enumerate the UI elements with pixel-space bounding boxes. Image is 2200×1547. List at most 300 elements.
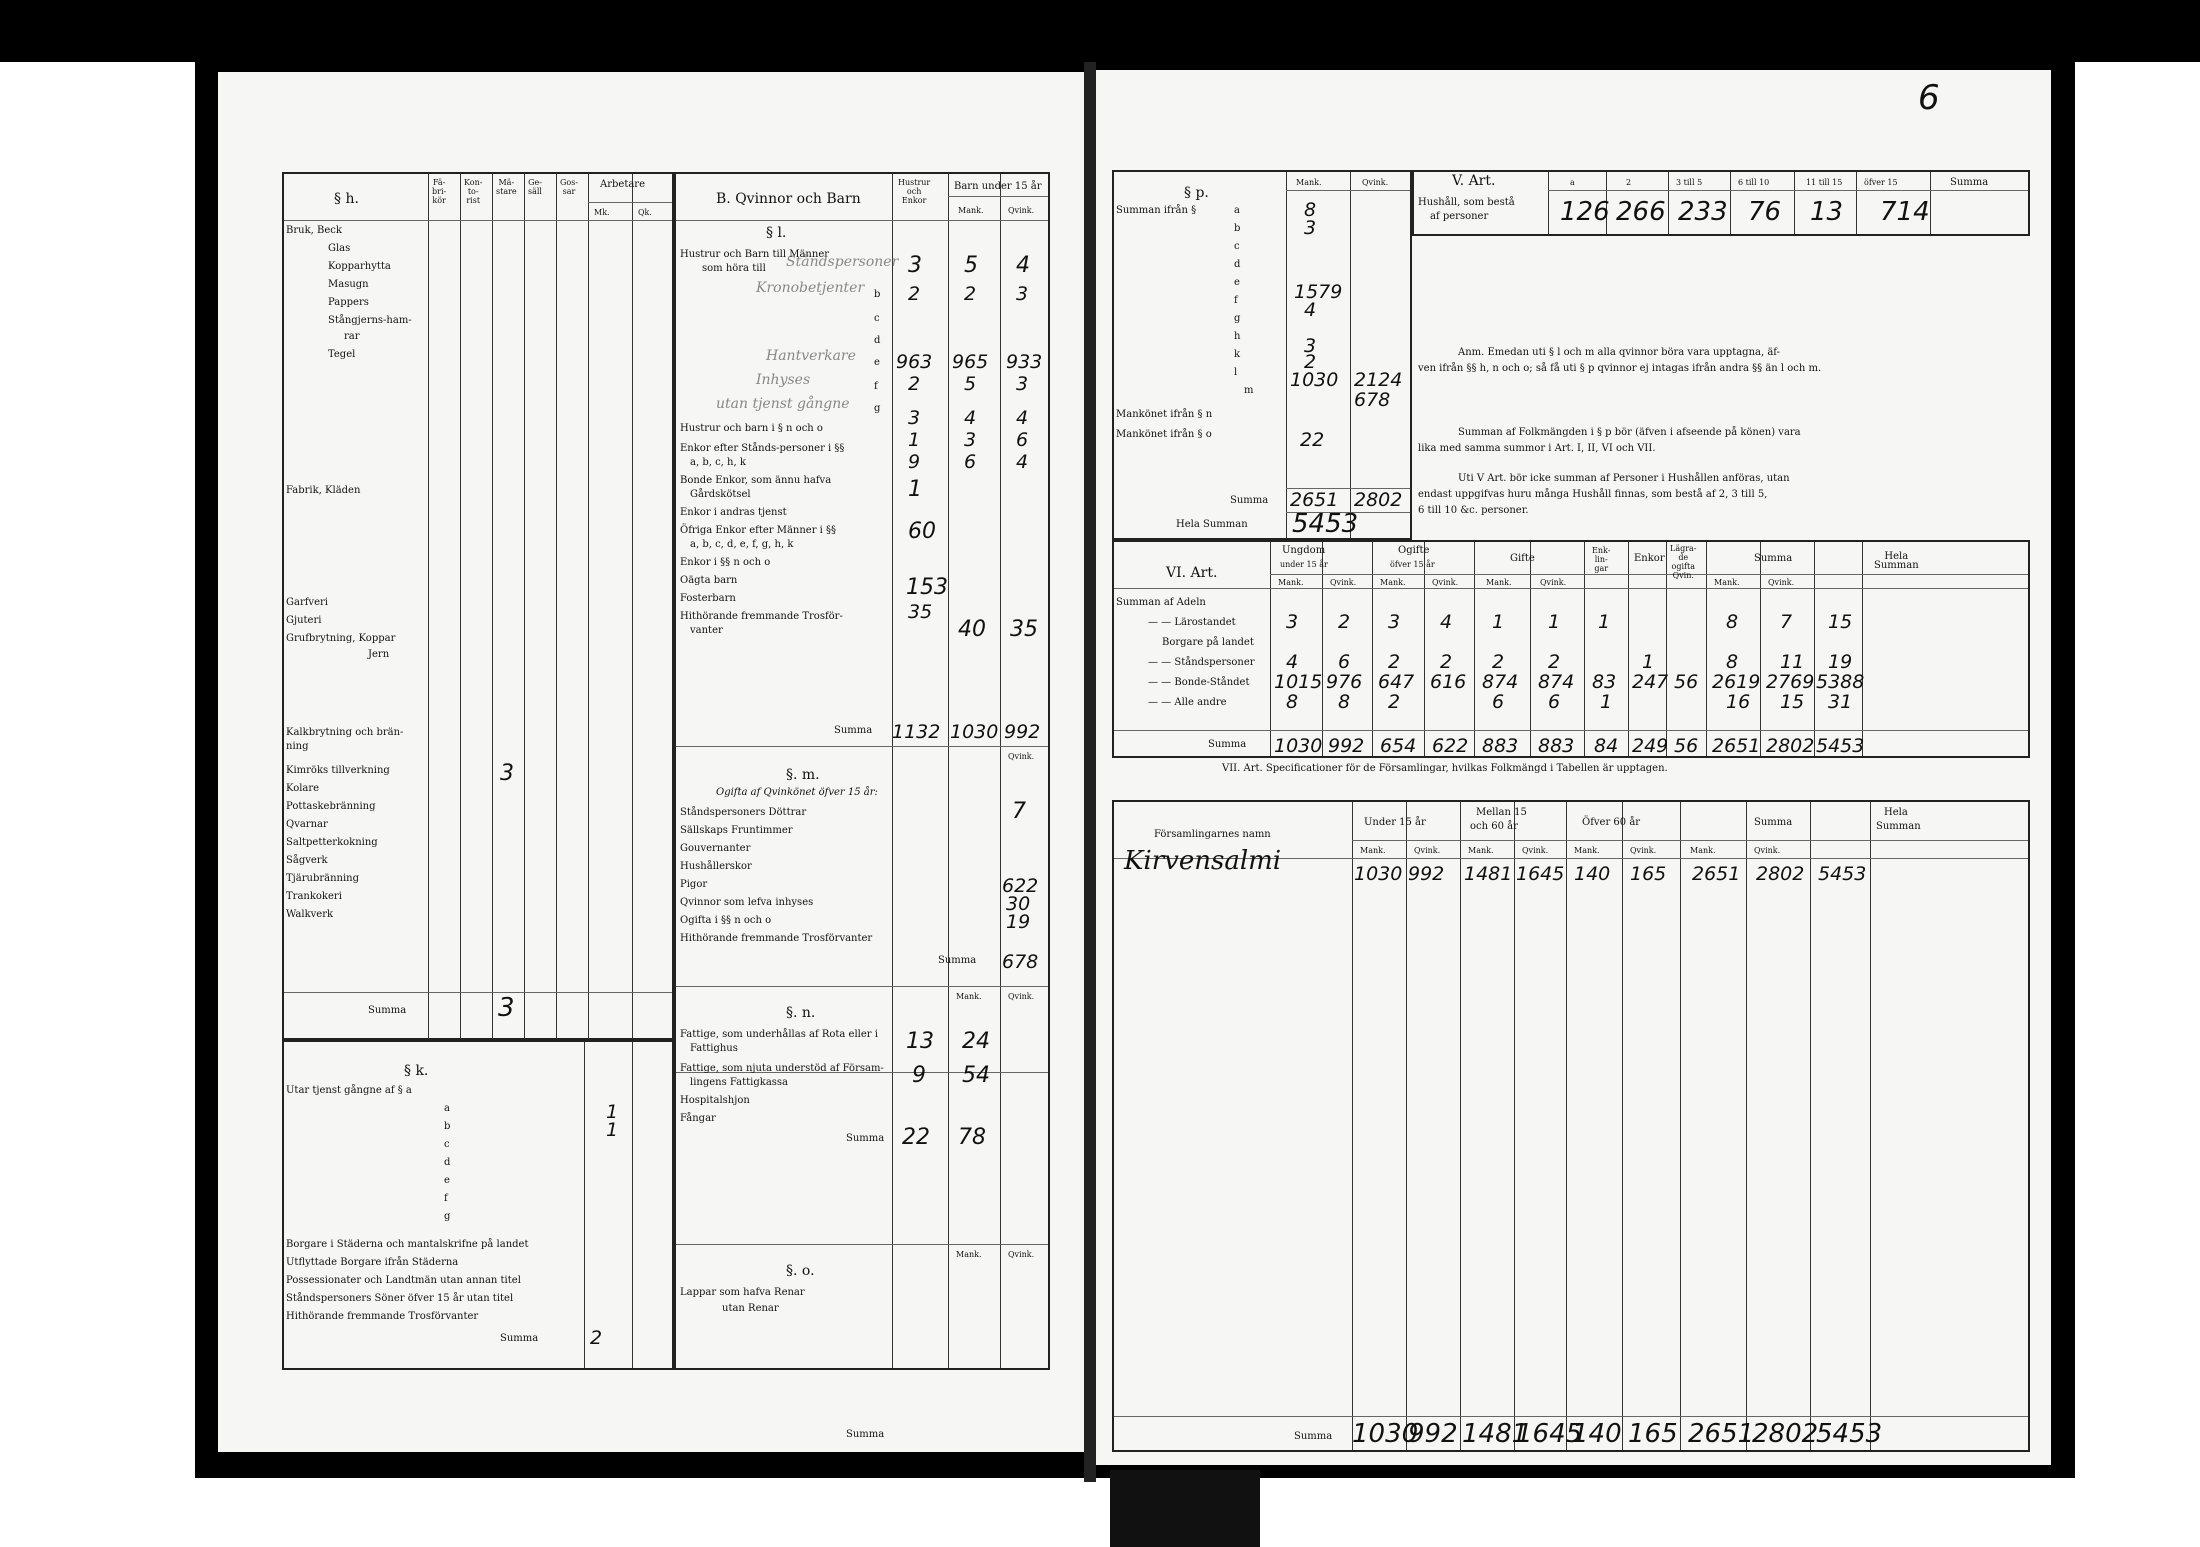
section-k <box>282 1040 674 1370</box>
row-label: Garfveri <box>286 597 328 608</box>
p-f-mank: 4 <box>1304 299 1317 321</box>
col-header: a <box>1570 178 1575 187</box>
vi-summa: 1030 <box>1274 735 1323 757</box>
section-b-title: B. Qvinnor och Barn <box>716 191 861 207</box>
col-header-mank: Mank. <box>1296 178 1322 187</box>
col-header: Hela Summan <box>1874 551 1919 571</box>
vi-cell: 874 <box>1482 671 1519 693</box>
vi-cell: 2619 <box>1712 671 1761 693</box>
row-label: m <box>1244 385 1254 396</box>
section-m-title: §. m. <box>786 767 820 783</box>
col-header-mank: Mank. <box>1360 846 1386 855</box>
row-label: h <box>1234 331 1241 342</box>
row-label: som höra till <box>702 263 766 274</box>
row-label: f <box>444 1193 448 1204</box>
row-label: Summan af Adeln <box>1116 597 1206 608</box>
vii-cell: 2802 <box>1756 863 1805 885</box>
col-header-qvink: Qvink. <box>1008 752 1035 761</box>
m-standspersoner: 7 <box>1012 799 1026 824</box>
col-header: Summa <box>1950 177 1989 188</box>
vi-summa: 622 <box>1432 735 1469 757</box>
row-label: Bonde Enkor, som ännu hafva <box>680 475 832 486</box>
row-label: Fattige, som njuta understöd af Försam- <box>680 1063 884 1074</box>
right-page <box>1096 70 2051 1465</box>
vi-cell: 8 <box>1338 691 1351 713</box>
vi-cell: 4 <box>1286 651 1299 673</box>
row-label: — — Bonde-Ståndet <box>1148 677 1250 688</box>
uti-v-art-note: Uti V Art. bör icke summan af Personer i Hushållen anföras, utan <box>1458 473 1790 484</box>
row-label: f <box>874 381 878 392</box>
hela-summan-label: Hela Summan <box>1176 519 1248 530</box>
col-header-qvink: Qvink. <box>1414 846 1441 855</box>
handwritten-note: utan tjenst gångne <box>716 396 850 412</box>
row-label: Fattige, som underhållas af Rota eller i <box>680 1029 878 1040</box>
col-header-qvink: Qvink. <box>1432 578 1459 587</box>
row-label: a <box>444 1103 450 1114</box>
l-i-qvink: 6 <box>1016 429 1029 451</box>
vi-summa: 5453 <box>1816 735 1865 757</box>
l-b-hustrur: 2 <box>908 283 921 305</box>
row-label: — — Ståndspersoner <box>1148 657 1255 668</box>
row-label: Utflyttade Borgare ifrån Städerna <box>286 1257 459 1268</box>
l-h-qvink: 4 <box>1016 407 1029 429</box>
row-label: Hushåll, som bestå <box>1418 197 1515 208</box>
col-header-mank: Mank. <box>956 992 982 1001</box>
col-header: Ungdom <box>1282 545 1326 556</box>
row-label: Hushållerskor <box>680 861 752 872</box>
l-i-hustrur: 1 <box>908 429 921 451</box>
vi-summa: 883 <box>1538 735 1575 757</box>
l-e-mank: 965 <box>952 351 989 373</box>
vii-summa: 140 <box>1572 1419 1622 1449</box>
vi-cell: 11 <box>1780 651 1805 673</box>
row-label: Hithörande fremmande Trosförvanter <box>680 933 873 944</box>
vii-cell: 1030 <box>1354 863 1403 885</box>
m-pigor: 622 <box>1002 875 1039 897</box>
l-h-hustrur: 3 <box>908 407 921 429</box>
vi-summa: 883 <box>1482 735 1519 757</box>
vii-summa: 165 <box>1628 1419 1678 1449</box>
vi-cell: 56 <box>1674 671 1699 693</box>
v-value: 266 <box>1616 197 1666 227</box>
l-oagta-qvink: 35 <box>1010 617 1038 642</box>
p-h-mank: 3 <box>1304 335 1317 357</box>
row-label: Hospitalshjon <box>680 1095 750 1106</box>
vi-cell: 2 <box>1388 691 1401 713</box>
row-label: Kimröks tillverkning <box>286 765 390 776</box>
summa-label: Summa <box>938 955 977 966</box>
col-header-mank: Mank. <box>1714 578 1740 587</box>
row-label: Lappar som hafva Renar <box>680 1287 805 1298</box>
vi-cell: 1 <box>1492 611 1505 633</box>
col-header: Hela <box>1884 807 1908 818</box>
vii-summa: 1481 <box>1462 1419 1529 1449</box>
v-value: 126 <box>1560 197 1610 227</box>
col-header: Gifte <box>1510 553 1535 564</box>
row-label: Jern <box>368 649 390 660</box>
p-b-mank: 3 <box>1304 217 1317 239</box>
section-h-occupations <box>282 172 674 1040</box>
section-v-title: V. Art. <box>1452 173 1496 189</box>
vi-cell: 2 <box>1338 611 1351 633</box>
col-header-hustrur: Hustrur och Enkor <box>898 178 931 205</box>
l-no-qvink: 4 <box>1016 451 1029 473</box>
k-summa-value: 2 <box>590 1327 603 1349</box>
n-summa-mank: 22 <box>902 1125 930 1150</box>
vi-cell: 16 <box>1726 691 1751 713</box>
vii-summa: 992 <box>1408 1419 1458 1449</box>
l-f-mank: 5 <box>964 373 977 395</box>
row-label: e <box>874 357 880 368</box>
col-header-qvink: Qvink. <box>1008 1250 1035 1259</box>
v-value: 13 <box>1810 197 1844 227</box>
m-ogifta-no: 19 <box>1006 911 1031 933</box>
row-label: Öfriga Enkor efter Männer i §§ <box>680 525 837 536</box>
row-label: Hustrur och barn i § n och o <box>680 423 823 434</box>
row-label: Mankönet ifrån § o <box>1116 429 1212 440</box>
row-label: Kolare <box>286 783 320 794</box>
vi-cell: 83 <box>1592 671 1617 693</box>
col-header-qvink: Qvink. <box>1008 206 1035 215</box>
row-label: — — Alle andre <box>1148 697 1227 708</box>
vi-cell: 3 <box>1286 611 1299 633</box>
p-e-mank: 1579 <box>1294 281 1343 303</box>
vii-cell: 5453 <box>1818 863 1867 885</box>
handwritten-note: Kronobetjenter <box>756 280 865 296</box>
col-header-mank: Mank. <box>1486 578 1512 587</box>
row-label: Fångar <box>680 1113 716 1124</box>
summa-label: Summa <box>1230 495 1269 506</box>
section-l-title: § l. <box>766 225 787 241</box>
row-label: g <box>874 403 881 414</box>
vi-summa: 2651 <box>1712 735 1761 757</box>
col-header-qvink: Qvink. <box>1008 992 1035 1001</box>
vii-cell: 2651 <box>1692 863 1741 885</box>
vi-cell: 6 <box>1338 651 1351 673</box>
section-vi-title: VI. Art. <box>1166 565 1218 581</box>
l-bonde-enkor: 60 <box>908 519 936 544</box>
v-value: 233 <box>1678 197 1728 227</box>
row-label: Summan ifrån § <box>1116 205 1197 216</box>
col-header-arbetare: Arbetare <box>600 179 645 190</box>
row-label: d <box>874 335 881 346</box>
row-label: af personer <box>1430 211 1489 222</box>
summa-label: Summa <box>834 725 873 736</box>
row-label: Pigor <box>680 879 708 890</box>
vi-cell: 4 <box>1440 611 1453 633</box>
vi-cell: 8 <box>1726 651 1739 673</box>
row-label: Masugn <box>328 279 369 290</box>
row-label: Qvinnor som lefva inhyses <box>680 897 814 908</box>
vi-cell: 1 <box>1598 611 1611 633</box>
row-label: k <box>1234 349 1241 360</box>
l-f-hustrur: 2 <box>908 373 921 395</box>
row-label: ning <box>286 741 309 752</box>
section-h-summa-value: 3 <box>498 993 515 1023</box>
row-label: Tegel <box>328 349 356 360</box>
handwritten-note: Hantverkare <box>766 348 856 364</box>
row-label: d <box>444 1157 451 1168</box>
section-o-title: §. o. <box>786 1263 815 1279</box>
col-header: Församlingarnes namn <box>1154 829 1271 840</box>
row-label: b <box>444 1121 451 1132</box>
l-b-qvink: 3 <box>1016 283 1029 305</box>
row-label: Qvarnar <box>286 819 328 830</box>
row-label: — — Lärostandet <box>1148 617 1236 628</box>
col-header-mank: Mank. <box>1468 846 1494 855</box>
vi-cell: 2 <box>1492 651 1505 673</box>
row-label: f <box>1234 295 1238 306</box>
row-label: Borgare på landet <box>1162 637 1254 648</box>
row-label: Possessionater och Landtmän utan annan titel <box>286 1275 521 1286</box>
l-h-mank: 4 <box>964 407 977 429</box>
row-label: Gouvernanter <box>680 843 751 854</box>
vii-summa: 2651 <box>1688 1419 1755 1449</box>
row-label: Mankönet ifrån § n <box>1116 409 1213 420</box>
p-k-mank: 2 <box>1304 351 1317 373</box>
l-a-mank: 5 <box>964 253 978 278</box>
vi-cell: 6 <box>1548 691 1561 713</box>
vi-summa: 654 <box>1380 735 1417 757</box>
vi-cell: 8 <box>1286 691 1299 713</box>
col-header: Mellan 15 <box>1476 807 1527 818</box>
row-label: utan Renar <box>722 1303 779 1314</box>
row-label: Hustrur och Barn till Männer <box>680 249 830 260</box>
l-e-qvink: 933 <box>1006 351 1043 373</box>
p-m-qvink: 678 <box>1354 389 1391 411</box>
col-header: öfver 15 <box>1864 178 1898 187</box>
vi-summa: 56 <box>1674 735 1699 757</box>
row-label: Bruk, Beck <box>286 225 342 236</box>
section-qvinnor-och-barn <box>674 172 1050 1440</box>
col-header: och 60 år <box>1470 821 1518 832</box>
col-header-qvink: Qvink. <box>1768 578 1795 587</box>
col-header-mank: Mank. <box>1278 578 1304 587</box>
col-header-gesall: Ge- säll <box>528 178 542 196</box>
m-summa: 678 <box>1002 951 1039 973</box>
row-label: lingens Fattigkassa <box>690 1077 789 1088</box>
vi-cell: 616 <box>1430 671 1467 693</box>
vii-summa: 1645 <box>1516 1419 1583 1449</box>
row-label: Ståndspersoners Söner öfver 15 år utan titel <box>286 1293 514 1304</box>
vi-cell: 6 <box>1492 691 1505 713</box>
row-label: Fattighus <box>690 1043 738 1054</box>
vi-cell: 3 <box>1388 611 1401 633</box>
vii-summa: 2802 <box>1752 1419 1819 1449</box>
row-label: c <box>1234 241 1240 252</box>
n-summa-qvink: 78 <box>958 1125 986 1150</box>
vii-summa: 5453 <box>1816 1419 1883 1449</box>
summa-label: Summa <box>1208 739 1247 750</box>
l-no-mank: 6 <box>964 451 977 473</box>
n-fattigkassa-mank: 9 <box>912 1063 926 1088</box>
scan-top-border <box>0 0 2200 62</box>
v-value: 76 <box>1748 197 1782 227</box>
col-header: Under 15 år <box>1364 817 1426 828</box>
vi-cell: 2 <box>1548 651 1561 673</box>
vi-cell: 2 <box>1388 651 1401 673</box>
row-label: g <box>444 1211 451 1222</box>
summan-note-cont: lika med samma summor i Art. I, II, VI och VII. <box>1418 443 1656 454</box>
col-header: Summa <box>1754 553 1793 564</box>
l-i-mank: 3 <box>964 429 977 451</box>
row-label: Pottaskebränning <box>286 801 376 812</box>
col-header: 3 till 5 <box>1676 178 1703 187</box>
row-label: Sällskaps Fruntimmer <box>680 825 793 836</box>
row-label: Kalkbrytning och brän- <box>286 727 404 738</box>
col-header-mank: Mank. <box>1380 578 1406 587</box>
row-label: Hithörande fremmande Trosförvanter <box>286 1311 479 1322</box>
col-header: 11 till 15 <box>1806 178 1843 187</box>
col-header: 6 till 10 <box>1738 178 1770 187</box>
vi-cell: 8 <box>1726 611 1739 633</box>
l-e-hustrur: 963 <box>896 351 933 373</box>
section-v-art <box>1412 170 2030 236</box>
l-summa-qvink: 992 <box>1004 721 1041 743</box>
vi-cell: 1015 <box>1274 671 1323 693</box>
col-header: öfver 15 år <box>1390 560 1435 569</box>
vi-cell: 2 <box>1440 651 1453 673</box>
handwritten-note: Ståndspersoner <box>786 254 899 270</box>
row-label: Stångjerns-ham- <box>328 315 412 326</box>
section-k-title: § k. <box>404 1063 429 1079</box>
row-label: l <box>1234 367 1238 378</box>
left-page <box>218 72 1084 1452</box>
row-label: Tjärubränning <box>286 873 360 884</box>
col-header-mastare: Mä- stare <box>496 178 517 196</box>
row-label: Enkor efter Stånds-personer i §§ <box>680 443 845 454</box>
m-qvinnor-inhyses: 30 <box>1006 893 1031 915</box>
row-label: Fosterbarn <box>680 593 736 604</box>
row-label: Pappers <box>328 297 369 308</box>
col-header-mank: Mank. <box>956 1250 982 1259</box>
p-l-mank: 1030 <box>1290 369 1339 391</box>
row-label: a <box>1234 205 1240 216</box>
p-l-qvink: 2124 <box>1354 369 1403 391</box>
l-no-hustrur: 9 <box>908 451 921 473</box>
vi-cell: 874 <box>1538 671 1575 693</box>
vi-cell: 15 <box>1828 611 1853 633</box>
row-label: g <box>1234 313 1241 324</box>
book-spine <box>1084 62 1096 1482</box>
row-label: Utar tjenst gångne af § a <box>286 1085 412 1096</box>
n-rota-qvink: 24 <box>962 1029 990 1054</box>
row-label: Glas <box>328 243 351 254</box>
section-p-title: § p. <box>1184 185 1209 201</box>
vi-summa: 249 <box>1632 735 1669 757</box>
l-enkor-stands: 1 <box>908 477 922 502</box>
vi-cell: 31 <box>1828 691 1853 713</box>
row-label: b <box>874 289 881 300</box>
v-value: 714 <box>1880 197 1930 227</box>
col-header-fabrikor: Fä- bri- kör <box>432 178 447 205</box>
k-a-value: 1 <box>606 1101 619 1123</box>
col-header-gossar: Gos- sar <box>560 178 579 196</box>
vi-cell: 15 <box>1780 691 1805 713</box>
n-fattigkassa-qvink: 54 <box>962 1063 990 1088</box>
p-summa-mank: 2651 <box>1290 489 1339 511</box>
vi-summa: 992 <box>1328 735 1365 757</box>
qvarnar-mastare-value: 3 <box>500 761 514 786</box>
row-label: Kopparhytta <box>328 261 391 272</box>
row-label: b <box>1234 223 1241 234</box>
vi-summa: 84 <box>1594 735 1619 757</box>
row-label: Trankokeri <box>286 891 342 902</box>
row-label: e <box>1234 277 1240 288</box>
p-a-mank: 8 <box>1304 199 1317 221</box>
row-label: Oägta barn <box>680 575 738 586</box>
col-header-mank: Mank. <box>1690 846 1716 855</box>
l-summa-mank: 1030 <box>950 721 999 743</box>
row-label: Ogifta i §§ n och o <box>680 915 772 926</box>
col-header-qvink: Qvink. <box>1540 578 1567 587</box>
vii-cell: 1481 <box>1464 863 1513 885</box>
summan-note: Summan af Folkmängden i § p bör (äfven i afseende på könen) vara <box>1458 427 1801 438</box>
notes-block <box>1418 246 2026 536</box>
vi-cell: 1 <box>1548 611 1561 633</box>
col-header-mank: Mank. <box>958 206 984 215</box>
row-label: Ståndspersoners Döttrar <box>680 807 807 818</box>
p-hela-summan: 5453 <box>1292 509 1359 539</box>
row-label: Borgare i Städerna och mantalskrifne på landet <box>286 1239 529 1250</box>
uti-v-art-note-cont: endast uppgifvas huru många Hushåll finnas, som bestå af 2, 3 till 5, <box>1418 489 1768 500</box>
row-label: Grufbrytning, Koppar <box>286 633 396 644</box>
vi-cell: 247 <box>1632 671 1669 693</box>
row-label: a, b, c, d, e, f, g, h, k <box>690 539 794 550</box>
col-header-qvink: Qvink. <box>1630 846 1657 855</box>
l-f-qvink: 3 <box>1016 373 1029 395</box>
col-header: Enkor <box>1634 553 1665 564</box>
row-label: Fabrik, Kläden <box>286 485 361 496</box>
col-header: Summan <box>1876 821 1921 832</box>
col-header-qvink: Qvink. <box>1754 846 1781 855</box>
row-label: Saltpetterkokning <box>286 837 378 848</box>
summa-label: Summa <box>846 1133 885 1144</box>
row-label: a, b, c, h, k <box>690 457 746 468</box>
row-label: Enkor i §§ n och o <box>680 557 771 568</box>
vi-cell: 19 <box>1828 651 1853 673</box>
col-header-qvink: Qvink. <box>1362 178 1389 187</box>
row-label: vanter <box>690 625 723 636</box>
row-label: e <box>444 1175 450 1186</box>
l-a-hustrur: 3 <box>908 253 922 278</box>
vi-summa: 2802 <box>1766 735 1815 757</box>
page-number: 6 <box>1918 78 1940 118</box>
col-header-barn: Barn under 15 år <box>954 181 1042 192</box>
vi-cell: 647 <box>1378 671 1415 693</box>
row-label: Hithörande fremmande Trosför- <box>680 611 843 622</box>
scan-bottom-shadow <box>1110 1470 1260 1547</box>
col-header: under 15 år <box>1280 560 1328 569</box>
l-enkor-no: 35 <box>908 601 933 623</box>
vi-cell: 976 <box>1326 671 1363 693</box>
k-b-value: 1 <box>606 1119 619 1141</box>
vi-cell: 2769 <box>1766 671 1815 693</box>
vi-cell: 1 <box>1642 651 1655 673</box>
section-p <box>1112 170 1412 540</box>
p-n-mank: 22 <box>1300 429 1325 451</box>
row-label: Gjuteri <box>286 615 322 626</box>
l-summa-hustrur: 1132 <box>892 721 941 743</box>
vi-cell: 5388 <box>1816 671 1865 693</box>
row-label: Sågverk <box>286 855 328 866</box>
parish-name: Kirvensalmi <box>1124 846 1282 876</box>
section-vii-title: VII. Art. Specificationer för de Församlingar, hvilkas Folkmängd i Tabellen är upptagen. <box>1222 763 1668 774</box>
col-header-qvink: Qvink. <box>1330 578 1357 587</box>
col-header-arbetare-qk: Qk. <box>638 208 652 217</box>
col-header: 2 <box>1626 178 1632 187</box>
col-header: Öfver 60 år <box>1582 817 1641 828</box>
